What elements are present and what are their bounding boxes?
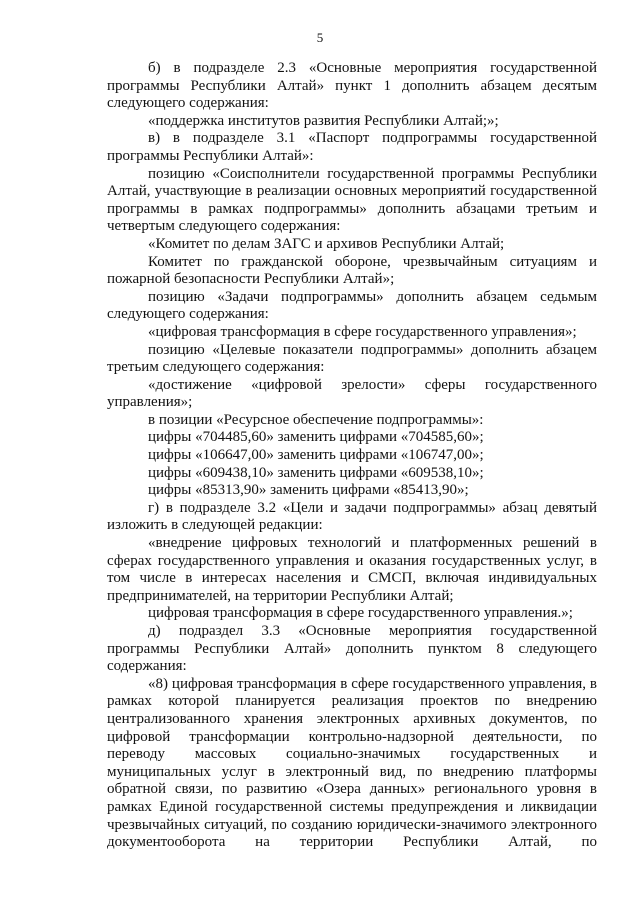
paragraph-tasks-quote: «цифровая трансформация в сфере государственного управления»;	[148, 323, 577, 340]
paragraph-b: б) в подразделе 2.3 «Основные мероприятия государственной программы Республики Алтай» пункт 1 дополнить абзацем десятым следующего содержания:	[107, 60, 597, 112]
paragraph-figures-1: цифры «704485,60» заменить цифрами «704585,60»;	[148, 429, 484, 446]
paragraph-v: в) в подразделе 3.1 «Паспорт подпрограммы государственной программы Республики Алтай»:	[107, 130, 597, 164]
paragraph-figures-4: цифры «85313,90» заменить цифрами «85413,90»;	[148, 482, 469, 499]
paragraph-committee-zags: «Комитет по делам ЗАГС и архивов Республики Алтай;	[148, 235, 505, 252]
paragraph-indicators-quote: «достижение «цифровой зрелости» сферы государственного управления»;	[107, 376, 597, 411]
paragraph-tasks: позицию «Задачи подпрограммы» дополнить абзацем седьмым следующего содержания:	[107, 288, 597, 323]
paragraph-figures-2: цифры «106647,00» заменить цифрами «106747,00»;	[148, 447, 484, 464]
paragraph-g-quote-end: цифровая трансформация в сфере государственного управления.»;	[148, 605, 573, 622]
paragraph-b-quote: «поддержка институтов развития Республики Алтай;»;	[148, 112, 499, 129]
paragraph-g-quote: «внедрение цифровых технологий и платформенных решений в сферах государственного управления и оказания государственных услуг, в том числе в интересах населения и СМСП, включая индивидуальных предпринимателей, на территории Республики Алтай;	[107, 535, 597, 604]
paragraph-item-8: «8) цифровая трансформация в сфере государственного управления, в рамках которой планируется реализация проектов по внедрению централизованного хранения электронных архивных документов, по цифровой трансформации контрольно-надзорной деятельности, по переводу массовых социально-значимых государственных и муниципальных услуг в электронный вид, по внедрению платформы обратной связи, по развитию «Озера данных» регионального уровня в рамках Единой государственной системы предупреждения и ликвидации чрезвычайных ситуаций, по созданию юридически-значимого электронного документооборота на территории Республики Алтай, по	[107, 675, 597, 851]
paragraph-committee-civil-defense: Комитет по гражданской обороне, чрезвычайным ситуациям и пожарной безопасности Республики Алтай»;	[107, 253, 597, 288]
document-body	[107, 60, 597, 852]
paragraph-coexecutors: позицию «Соисполнители государственной программы Республики Алтай, участвующие в реализации основных мероприятий государственной программы в рамках подпрограммы» дополнить абзацами третьим и четвертым следующего содержания:	[107, 165, 597, 235]
paragraph-figures-3: цифры «609438,10» заменить цифрами «609538,10»;	[148, 464, 484, 481]
paragraph-resources: в позиции «Ресурсное обеспечение подпрограммы»:	[148, 411, 484, 428]
paragraph-d: д) подраздел 3.3 «Основные мероприятия государственной программы Республики Алтай» дополнить пунктом 8 следующего содержания:	[107, 623, 597, 675]
page-number: 5	[316, 30, 324, 45]
paragraph-g: г) в подразделе 3.2 «Цели и задачи подпрограммы» абзац девятый изложить в следующей редакции:	[107, 499, 597, 534]
paragraph-indicators: позицию «Целевые показатели подпрограммы» дополнить абзацем третьим следующего содержания:	[107, 341, 597, 376]
